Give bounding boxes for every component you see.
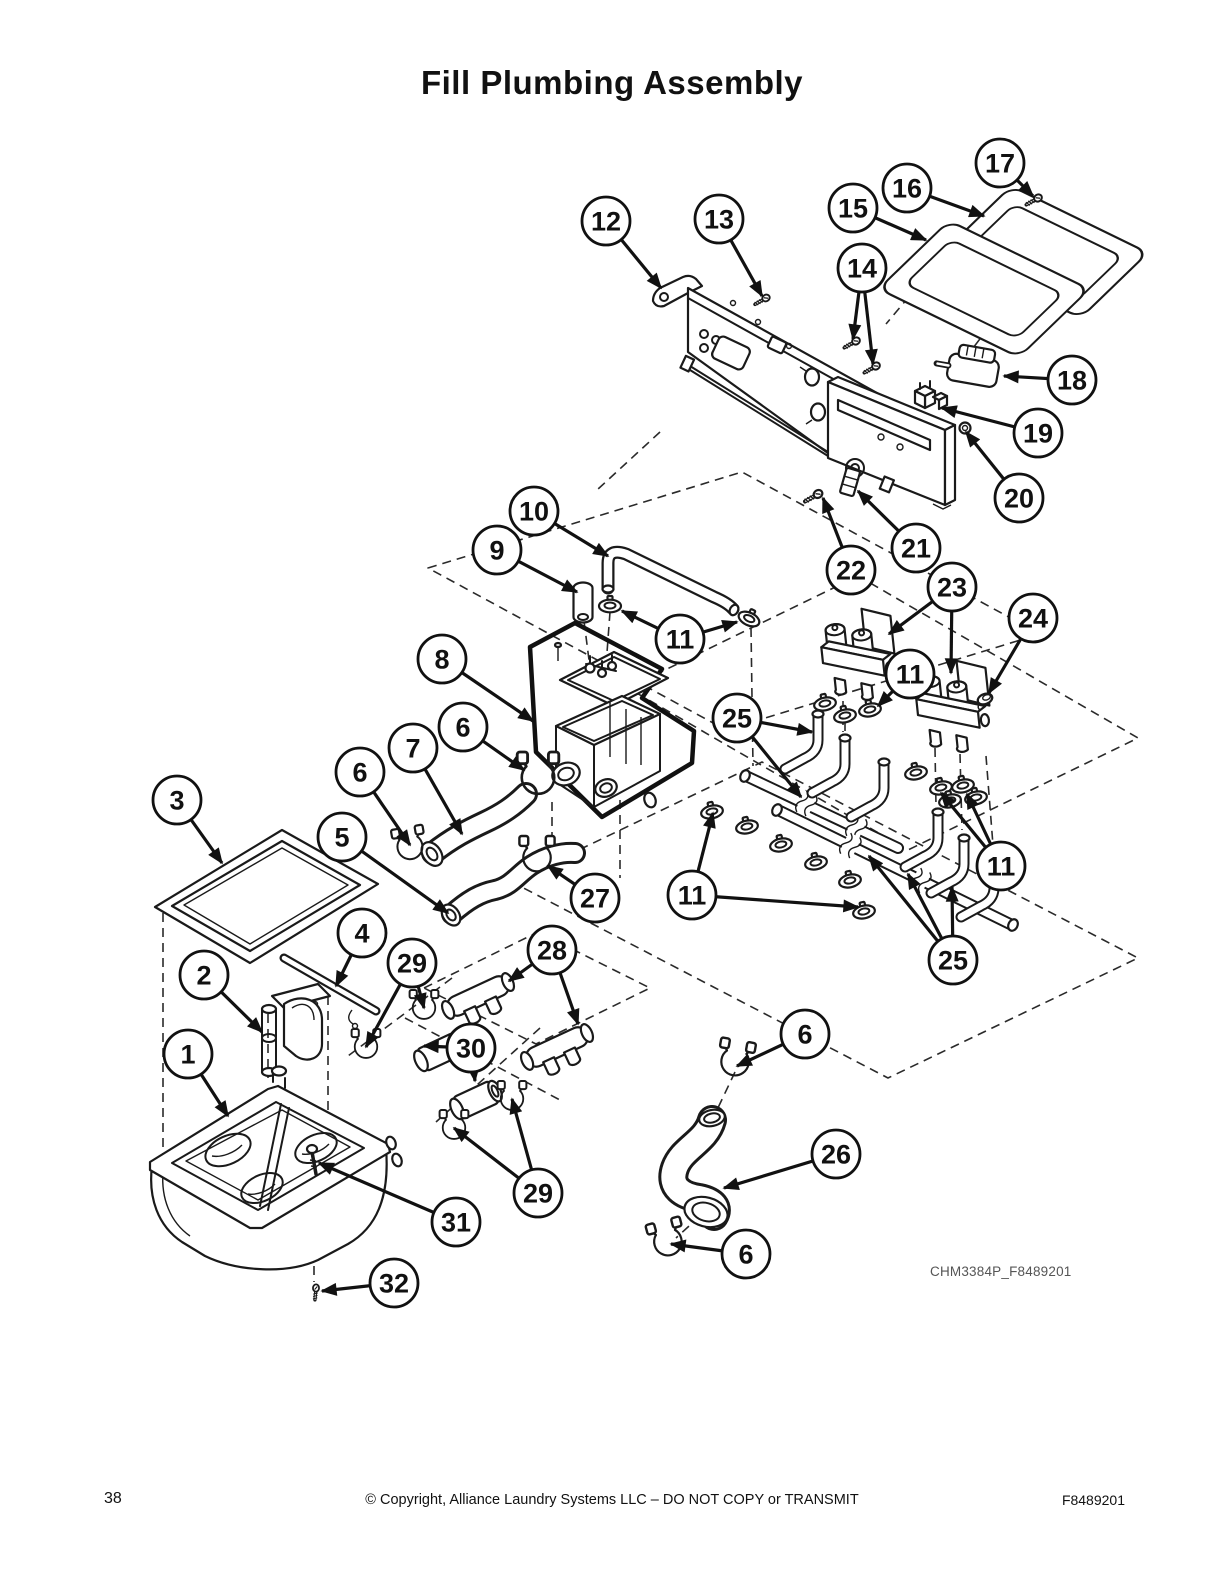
callout-number-6c: 6: [797, 1019, 813, 1050]
screw-32: [312, 1284, 319, 1300]
callout-number-6d: 6: [738, 1239, 754, 1270]
callout-number-3: 3: [169, 785, 185, 816]
page-title: Fill Plumbing Assembly: [420, 64, 803, 101]
callout-17: [976, 139, 1033, 196]
callout-number-8: 8: [434, 644, 450, 675]
manifold-hoses-part: [738, 711, 1019, 933]
callout-12: [582, 197, 661, 288]
callout-number-29a: 29: [396, 948, 428, 979]
callout-number-26: 26: [820, 1139, 852, 1170]
callout-13: [695, 195, 762, 296]
air-break-part: [262, 984, 330, 1076]
callout-number-24: 24: [1017, 603, 1049, 634]
callout-number-12: 12: [590, 206, 622, 237]
callout-number-11c: 11: [677, 880, 707, 911]
callout-number-25b: 25: [937, 945, 969, 976]
callout-number-21: 21: [900, 533, 932, 564]
mounting-panel-part: [653, 276, 955, 509]
callout-22: [823, 498, 875, 594]
callout-number-1: 1: [180, 1039, 196, 1070]
tee-fitting-part-b: [518, 1022, 601, 1084]
callout-27: [548, 866, 619, 922]
callout-19: [942, 408, 1062, 457]
fill-tube-part: [603, 552, 741, 616]
hose-7-part: [417, 794, 526, 870]
callout-number-6a: 6: [455, 712, 471, 743]
tube-30-part-b: [447, 1078, 505, 1122]
callout-26: [724, 1130, 860, 1188]
callout-number-10: 10: [518, 496, 550, 527]
callout-number-27: 27: [579, 883, 611, 914]
callout-10: [510, 487, 608, 556]
footer-page-number: 38: [104, 1490, 122, 1507]
diagram-watermark: CHM3384P_F8489201: [930, 1264, 1072, 1279]
callout-number-22: 22: [835, 555, 867, 586]
callout-18: [1004, 356, 1096, 404]
callout-number-25a: 25: [721, 703, 753, 734]
connector-part: [934, 341, 1001, 388]
screw-22: [803, 488, 824, 504]
callout-6c: [737, 1010, 829, 1066]
cover-frame-parts: [879, 186, 1148, 357]
callout-number-11a: 11: [665, 624, 695, 655]
terminal-block-part: [915, 381, 947, 409]
callout-9: [473, 526, 577, 592]
callout-number-11b: 11: [895, 659, 925, 690]
callout-number-4: 4: [354, 918, 370, 949]
nut-part: [960, 423, 971, 434]
callout-number-30: 30: [455, 1033, 487, 1064]
callout-number-31: 31: [440, 1207, 472, 1238]
callout-number-20: 20: [1003, 483, 1035, 514]
callout-29a: [366, 939, 436, 1047]
callout-6d: [671, 1230, 770, 1278]
dispenser-tub-part: [150, 1067, 403, 1270]
callout-number-23: 23: [936, 572, 968, 603]
callout-number-7: 7: [405, 733, 421, 764]
callout-6a: [439, 703, 524, 770]
callout-number-17: 17: [984, 148, 1016, 179]
callout-24: [989, 594, 1057, 693]
callout-number-18: 18: [1056, 365, 1088, 396]
hose-5-part: [438, 853, 575, 929]
footer-doc-number: F8489201: [1061, 1492, 1125, 1508]
callout-number-29b: 29: [522, 1178, 554, 1209]
callout-16: [883, 164, 984, 216]
callout-number-13: 13: [703, 204, 735, 235]
callout-number-6b: 6: [352, 757, 368, 788]
callout-number-2: 2: [196, 960, 212, 991]
cap-part: [574, 583, 593, 623]
callout-number-15: 15: [837, 193, 869, 224]
callout-number-14: 14: [846, 253, 878, 284]
callout-1: [164, 1030, 228, 1116]
callout-number-28: 28: [536, 935, 568, 966]
callout-number-16: 16: [891, 173, 923, 204]
callout-number-19: 19: [1022, 418, 1054, 449]
elbow-hose-part: [673, 1107, 731, 1231]
callout-32: [322, 1259, 418, 1307]
footer-copyright: © Copyright, Alliance Laundry Systems LLC – DO NOT COPY or TRANSMIT: [365, 1492, 859, 1508]
callout-number-32: 32: [378, 1268, 410, 1299]
callout-4: [336, 909, 386, 986]
callout-number-9: 9: [489, 535, 505, 566]
callout-number-5: 5: [334, 822, 350, 853]
callout-number-11d: 11: [986, 851, 1016, 882]
callout-3: [153, 776, 222, 863]
